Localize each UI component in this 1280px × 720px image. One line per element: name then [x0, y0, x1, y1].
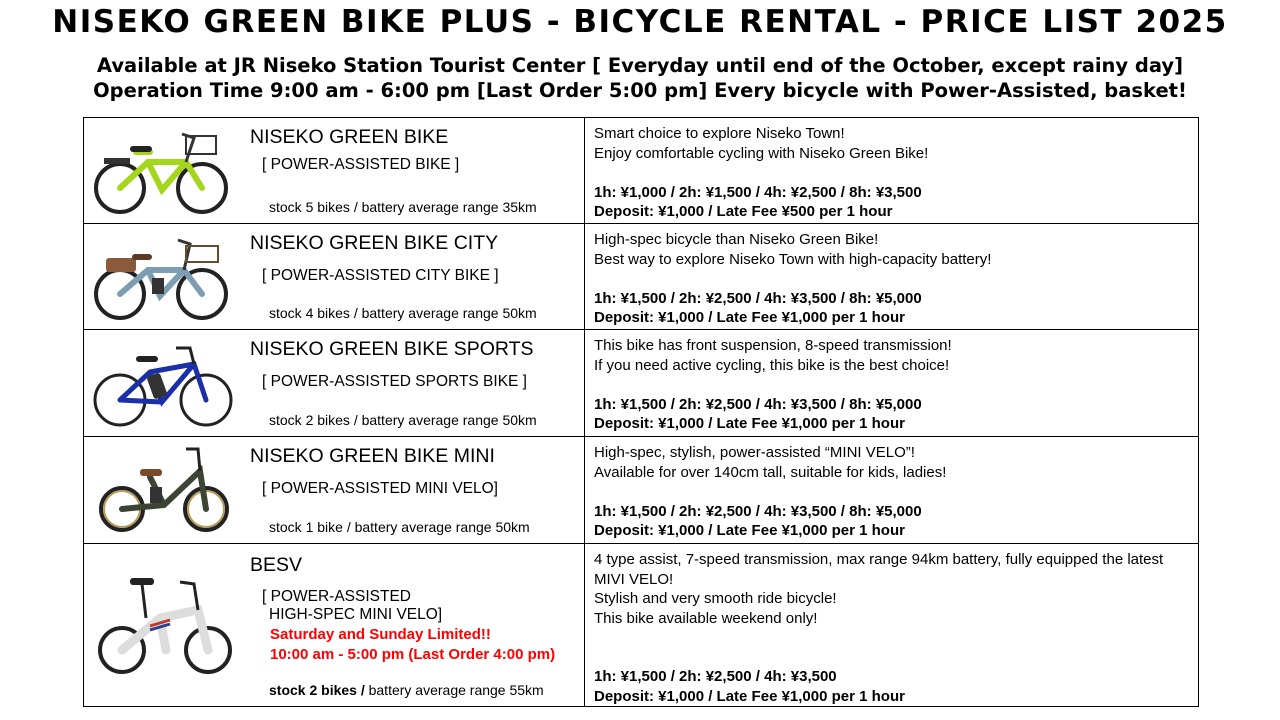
- bike-info-cell: [84, 224, 585, 330]
- table-row: [84, 437, 1199, 544]
- bike-type: [ POWER-ASSISTED BIKE ]: [262, 156, 460, 173]
- table-row: [84, 118, 1199, 224]
- bike-description: Available for over 140cm tall, suitable for kids, ladies!: [594, 463, 947, 481]
- green-bike-image: [90, 122, 238, 218]
- bike-description: This bike has front suspension, 8-speed transmission!: [594, 337, 952, 354]
- bike-deposit: Deposit: ¥1,000 / Late Fee ¥1,000 per 1 hour: [594, 522, 905, 539]
- bike-type: [ POWER-ASSISTED SPORTS BIKE ]: [262, 373, 527, 390]
- besv-bike-image: [90, 566, 238, 678]
- mini-bike-image: [90, 441, 238, 537]
- weekend-hours-note: 10:00 am - 5:00 pm (Last Order 4:00 pm): [270, 646, 556, 663]
- bike-description: Smart choice to explore Niseko Town!: [594, 125, 845, 142]
- bike-battery-range: battery average range 55km: [364, 682, 544, 698]
- bike-price: 1h: ¥1,500 / 2h: ¥2,500 / 4h: ¥3,500: [594, 668, 837, 685]
- bike-type: HIGH-SPEC MINI VELO]: [269, 606, 443, 623]
- operation-time-subtitle: Operation Time 9:00 am - 6:00 pm [Last Order 5:00 pm] Every bicycle with Power-Assisted, basket!: [93, 79, 1187, 102]
- bike-stock-count: stock 2 bikes /: [269, 682, 365, 698]
- bike-info-cell: [84, 118, 585, 224]
- bike-description-cell: [585, 437, 1199, 544]
- bike-deposit: Deposit: ¥1,000 / Late Fee ¥1,000 per 1 hour: [594, 415, 905, 432]
- bike-name: NISEKO GREEN BIKE MINI: [250, 445, 495, 467]
- bike-info-cell: [84, 437, 585, 544]
- bike-description: High-spec bicycle than Niseko Green Bike!: [594, 231, 879, 248]
- bike-type: [ POWER-ASSISTED: [262, 588, 411, 605]
- bike-deposit: Deposit: ¥1,000 / Late Fee ¥500 per 1 hour: [594, 203, 893, 220]
- bike-name: NISEKO GREEN BIKE SPORTS: [250, 338, 534, 360]
- price-table: [83, 117, 1199, 707]
- bike-description: If you need active cycling, this bike is the best choice!: [594, 356, 950, 374]
- bike-stock: [269, 682, 544, 698]
- bike-description: Stylish and very smooth ride bicycle!: [594, 590, 837, 607]
- bike-description-cell: [585, 544, 1199, 707]
- bike-description: Enjoy comfortable cycling with Niseko Green Bike!: [594, 144, 929, 162]
- table-row: [84, 544, 1199, 707]
- bike-description-cell: [585, 330, 1199, 437]
- bike-description-cell: [585, 118, 1199, 224]
- bike-stock: stock 2 bikes / battery average range 50km: [269, 412, 537, 428]
- bike-description: Best way to explore Niseko Town with high-capacity battery!: [594, 250, 992, 268]
- weekend-limited-note: Saturday and Sunday Limited!!: [270, 626, 491, 643]
- sports-bike-image: [90, 334, 238, 430]
- bike-name: NISEKO GREEN BIKE CITY: [250, 232, 499, 254]
- bike-description: 4 type assist, 7-speed transmission, max range 94km battery, fully equipped the latest MIVI VELO!: [594, 551, 1164, 588]
- bike-description: High-spec, stylish, power-assisted “MINI VELO”!: [594, 444, 915, 461]
- bike-price: 1h: ¥1,500 / 2h: ¥2,500 / 4h: ¥3,500 / 8h: ¥5,000: [594, 502, 922, 520]
- bike-description: This bike available weekend only!: [594, 609, 818, 627]
- page-title: NISEKO GREEN BIKE PLUS - BICYCLE RENTAL - PRICE LIST 2025: [52, 4, 1228, 40]
- bike-type: [ POWER-ASSISTED MINI VELO]: [262, 480, 498, 497]
- bike-price: 1h: ¥1,000 / 2h: ¥1,500 / 4h: ¥2,500 / 8h: ¥3,500: [594, 183, 922, 201]
- bike-deposit: Deposit: ¥1,000 / Late Fee ¥1,000 per 1 hour: [594, 309, 905, 326]
- bike-info-cell: [84, 330, 585, 437]
- availability-subtitle: Available at JR Niseko Station Tourist Center [ Everyday until end of the October, except rainy day]: [96, 54, 1184, 77]
- table-row: [84, 330, 1199, 437]
- bike-price: 1h: ¥1,500 / 2h: ¥2,500 / 4h: ¥3,500 / 8h: ¥5,000: [594, 395, 922, 413]
- bike-stock: stock 1 bike / battery average range 50km: [269, 519, 530, 535]
- bike-price: 1h: ¥1,500 / 2h: ¥2,500 / 4h: ¥3,500 / 8h: ¥5,000: [594, 289, 922, 307]
- bike-info-cell: [84, 544, 585, 707]
- table-row: [84, 224, 1199, 330]
- bike-description-cell: [585, 224, 1199, 330]
- bike-type: [ POWER-ASSISTED CITY BIKE ]: [262, 267, 499, 284]
- city-bike-image: [90, 228, 238, 324]
- bike-name: NISEKO GREEN BIKE: [250, 126, 449, 148]
- bike-name: BESV: [250, 554, 303, 576]
- bike-stock: stock 5 bikes / battery average range 35km: [269, 199, 537, 215]
- bike-deposit: Deposit: ¥1,000 / Late Fee ¥1,000 per 1 hour: [594, 687, 905, 705]
- bike-stock: stock 4 bikes / battery average range 50km: [269, 305, 537, 321]
